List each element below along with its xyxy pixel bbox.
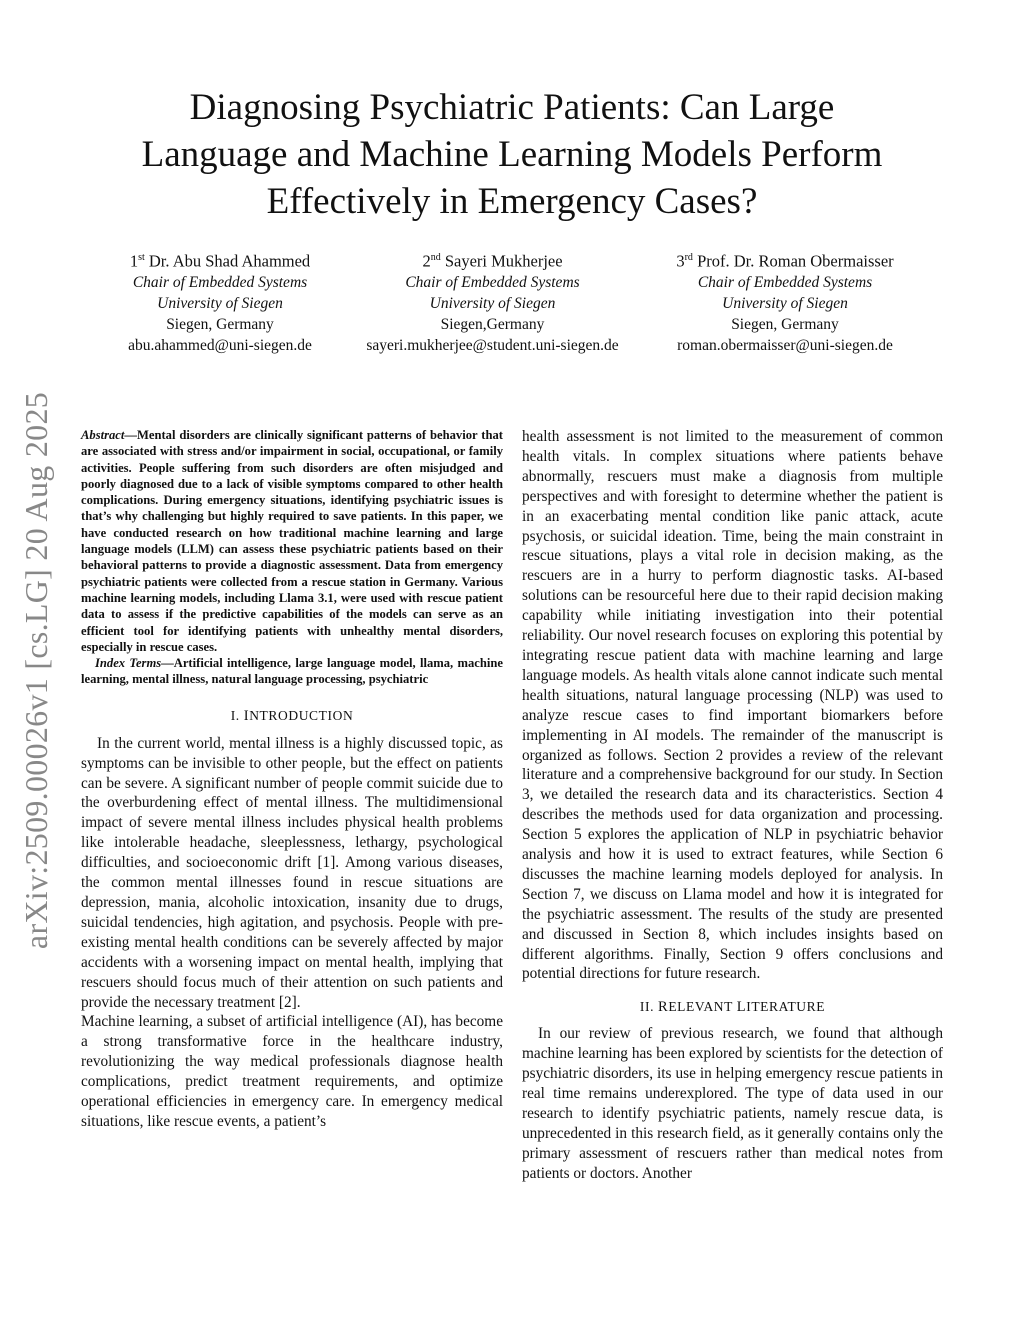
- author-affiliation: Chair of Embedded Systems: [132, 273, 308, 291]
- paragraph: In the current world, mental illness is a highly discussed topic, as symptoms can be invisible to other people, but the effect on patients can be severe. A significant number of people commit suicide due to the overburdening effect of mental illness. The multidimensional impact of severe mental illness includes physical health problems like intolerable headache, sleeplessness, lethargy, psychological difficulties, and socioeconomic drift [1]. Among various diseases, the common mental illnesses found in rescue situations are depression, mania, alcoholic intoxication, insanity due to drugs, suicidal tendencies, high agitation, and psychosis. People with pre-existing mental health conditions can be severely affected by major accidents with a worsening impact on mental health, implying that rescuers should focus much of their attention on such patients and provide the necessary treatment [2].: [81, 734, 503, 1011]
- section-heading-introduction: I. INTRODUCTION: [230, 707, 354, 724]
- paper-title: [70, 84, 954, 225]
- section-heading-relevant-literature: II. RELEVANT LITERATURE: [639, 999, 826, 1016]
- index-terms: Index Terms—Artificial intelligence, large language model, llama, machine learning, mental illness, natural language processing, psychiatric: [81, 656, 503, 687]
- abstract: Abstract—Mental disorders are clinically significant patterns of behavior that are associated with stress and/or impairment in social, occupational, or family activities. People suffering from such disorders are often misjudged and poorly diagnosed due to a lack of visible symptoms compared to other health complications. During emergency situations, identifying psychiatric issues is that’s why challenging but highly required to save patients. In this paper, we have conducted research on how traditional machine learning and large language models (LLM) can assess these psychiatric patients based on their behavioral patterns to provide a diagnostic assessment. Data from emergency psychiatric patients were collected from a rescue station in Germany. Various machine learning models, including Llama 3.1, were used with rescue patient data to assess if the predictive capabilities of the models can serve as an efficient tool for identifying patients with unhealthy mental disorders, especially in rescue cases.: [81, 428, 503, 654]
- left-column: [81, 427, 503, 1132]
- author-email: roman.obermaisser@uni-siegen.de: [677, 336, 893, 354]
- author-university: University of Siegen: [722, 294, 848, 312]
- arxiv-sidebar: [12, 370, 62, 970]
- paragraph: In our review of previous research, we found that although machine learning has been explored by scientists for the detection of psychiatric disorders, its use in helping emergency rescue patients in real time remains underexplored. The type of data used in our research to identify psychiatric patients, namely rescue data, is unprecedented in this research field, as it generally contains only the primary assessment of rescuers rather than medical notes from patients or doctors. Another: [522, 1025, 943, 1182]
- author-university: University of Siegen: [157, 294, 283, 312]
- author-location: Siegen, Germany: [166, 315, 274, 333]
- author-block-1: 1st Dr. Abu Shad Ahammed Chair of Embedded Systems University of Siegen Siegen, Germany abu.ahammed@uni-siegen.de: [100, 247, 340, 356]
- author-affiliation: Chair of Embedded Systems: [697, 273, 873, 291]
- arxiv-identifier: arXiv:2509.00026v1 [cs.LG] 20 Aug 2025: [18, 391, 55, 949]
- author-email: sayeri.mukherjee@student.uni-siegen.de: [366, 336, 619, 354]
- author-block-2: 2nd Sayeri Mukherjee Chair of Embedded Systems University of Siegen Siegen,Germany sayeri.mukherjee@student.uni-siegen.de: [340, 247, 645, 356]
- author-block-3: 3rd Prof. Dr. Roman Obermaisser Chair of Embedded Systems University of Siegen Siegen, Germany roman.obermaisser@uni-siegen.de: [645, 247, 925, 356]
- author-university: University of Siegen: [429, 294, 556, 312]
- paragraph: health assessment is not limited to the measurement of common health vitals. In complex situations where patients behave abnormally, rescuers must make a diagnosis from multiple perspectives and with foresight to determine whether the patient is in an exacerbating mental condition like panic attack, acute psychosis, or suicidal ideation. Time, being the main constraint in rescue situations, plays a vital role in decision making, as the rescuers are in a hurry to perform diagnostic tasks. AI-based solutions can be resourceful here due to their rapid decision making capability while initiating investigation into their potential reliability. Our novel research focuses on exploring this potential by integrating rescue patient data with machine learning and large language models. As health vitals alone cannot indicate such mental health situations, natural language processing (NLP) was used to analyze rescue cases to find important biomarkers before implementing in AI models. The remainder of the manuscript is organized as follows. Section 2 provides a review of the relevant literature and a comprehensive background for our study. In Section 3, we detailed the research data and its characteristics. Section 4 describes the methods used for data organization and processing. Section 5 explores the application of NLP in psychiatric behavior analysis and how it is used to extract features, while Section 6 discusses the machine learning models deployed for analysis. In Section 7, we discuss on Llama model and how it is integrated for the psychiatric assessment. The results of the study are presented and discussed in Section 8, which includes insights based on different algorithms. Finally, Section 9 offers conclusions and potential directions for future research.: [522, 428, 943, 983]
- author-name: Prof. Dr. Roman Obermaisser: [697, 251, 894, 271]
- author-name: Dr. Abu Shad Ahammed: [148, 251, 311, 271]
- author-name: Sayeri Mukherjee: [444, 251, 563, 271]
- title-line: Diagnosing Psychiatric Patients: Can Large: [189, 87, 835, 128]
- author-location: Siegen, Germany: [731, 315, 839, 333]
- paragraph: Machine learning, a subset of artificial intelligence (AI), has become a strong transformative force in the healthcare industry, revolutionizing the way medical professionals diagnose health complications, predict treatment requirements, and optimize operational efficiencies in emergency care. In emergency medical situations, like rescue events, a patient’s: [81, 1013, 503, 1130]
- author-location: Siegen,Germany: [440, 315, 545, 333]
- author-affiliation: Chair of Embedded Systems: [405, 273, 580, 291]
- title-line: Effectively in Emergency Cases?: [266, 181, 758, 222]
- right-column: [522, 427, 943, 1184]
- title-line: Language and Machine Learning Models Perform: [141, 134, 883, 175]
- author-email: abu.ahammed@uni-siegen.de: [128, 336, 312, 354]
